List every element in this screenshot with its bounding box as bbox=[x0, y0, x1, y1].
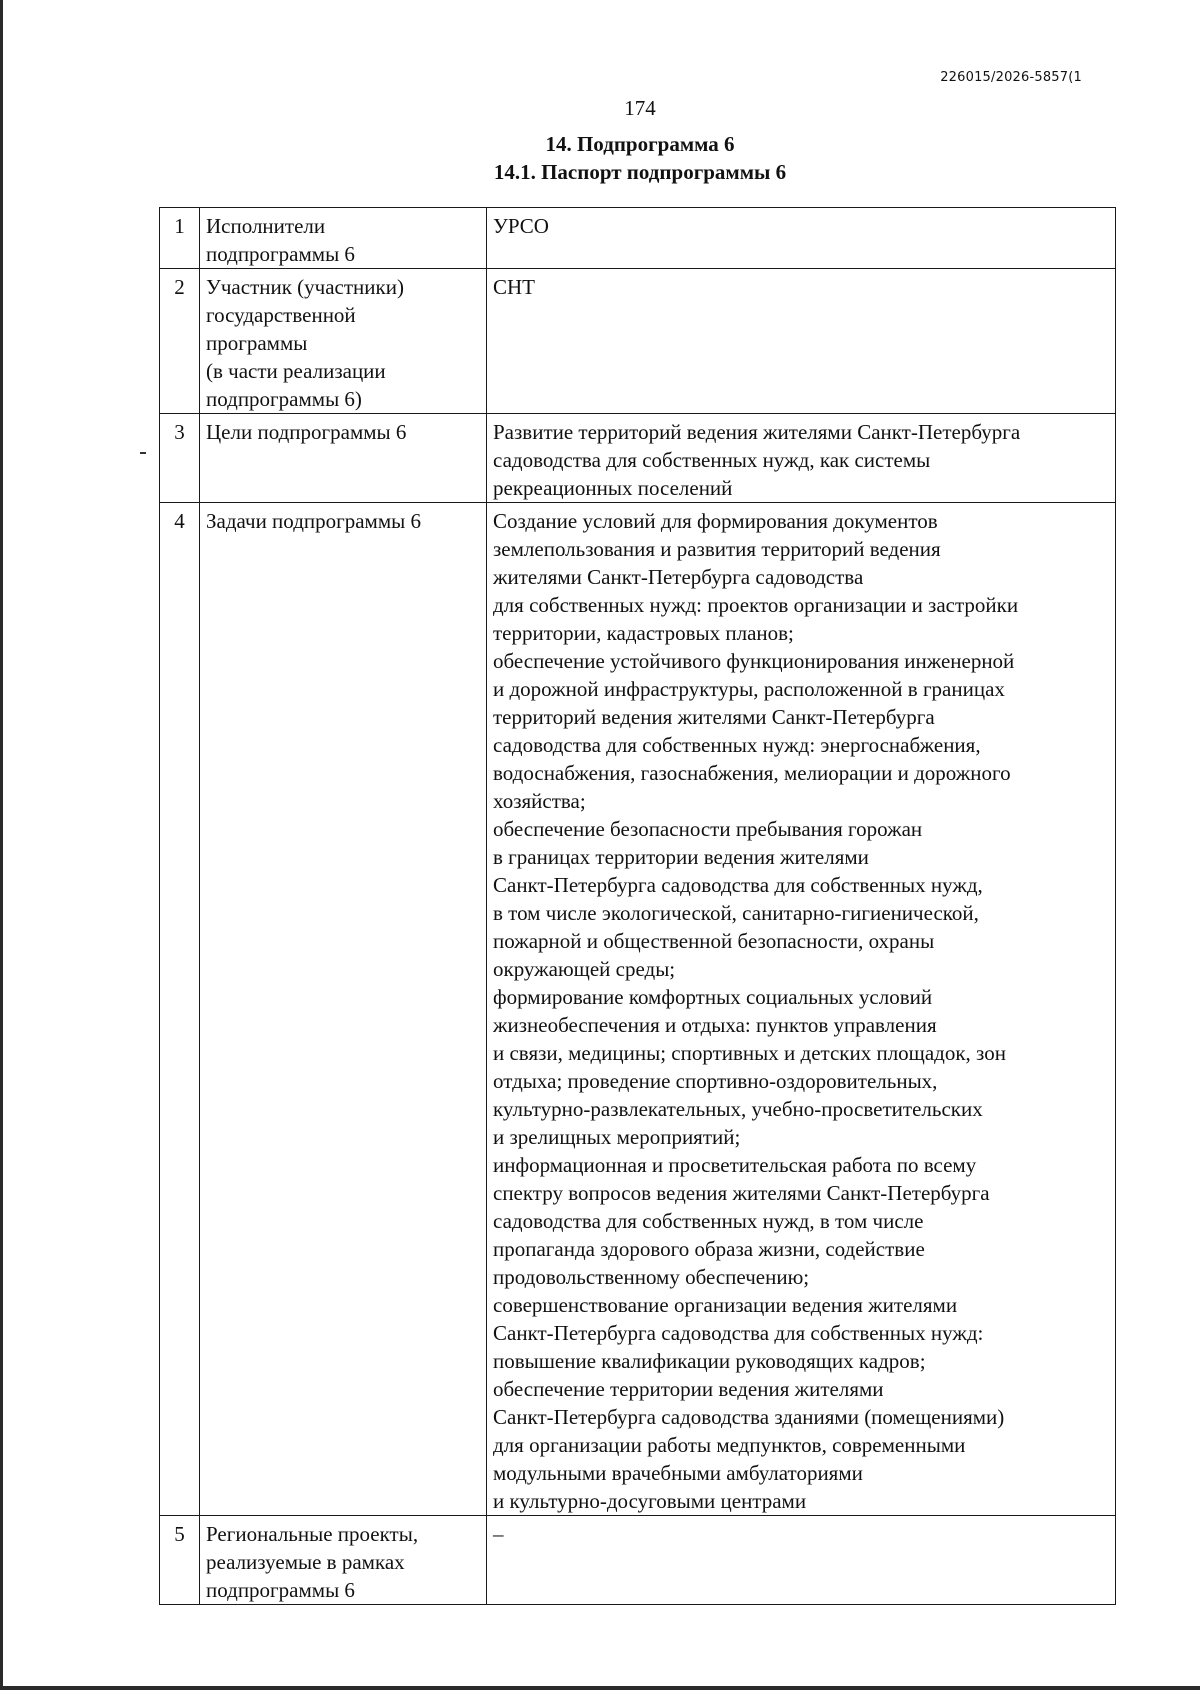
document-id: 226015/2026-5857(1 bbox=[940, 70, 1082, 85]
table-row bbox=[160, 414, 1116, 503]
table-row bbox=[160, 503, 1116, 1516]
row-label: Участник (участники) государственной программы (в части реализации подпрограммы 6) bbox=[200, 269, 487, 414]
table-row bbox=[160, 1516, 1116, 1605]
row-number: 4 bbox=[160, 503, 200, 1516]
margin-mark bbox=[140, 452, 146, 454]
section-title bbox=[0, 130, 1200, 186]
page-border-left bbox=[0, 0, 3, 1690]
row-label: Исполнители подпрограммы 6 bbox=[200, 208, 487, 269]
row-number: 5 bbox=[160, 1516, 200, 1605]
subprogram-heading: 14. Подпрограмма 6 bbox=[545, 132, 735, 156]
table-row bbox=[160, 208, 1116, 269]
row-number: 2 bbox=[160, 269, 200, 414]
row-value: Создание условий для формирования документов землепользования и развития территорий ведения жителями Санкт-Петербурга садоводства для собственных нужд: проектов организации и застройки территории, кадастровых планов; обеспечение устойчивого функционирования инженерной и дорожной инфраструктуры, расположенной в границах территорий ведения жителями Санкт-Петербурга садоводства для собственных нужд: энергоснабжения, водоснабжения, газоснабжения, мелиорации и дорожного хозяйства; обеспечение безопасности пребывания горожан в границах территории ведения жителями Санкт-Петербурга садоводства для собственных нужд, в том числе экологической, санитарно-гигиенической, пожарной и общественной безопасности, охраны окружающей среды; формирование комфортных социальных условий жизнеобеспечения и отдыха: пунктов управления и связи, медицины; спортивных и детских площадок, зон отдыха; проведение спортивно-оздоровительных, культурно-развлекательных, учебно-просветительских и зрелищных мероприятий; информационная и просветительская работа по всему спектру вопросов ведения жителями Санкт-Петербурга садоводства для собственных нужд, в том числе пропаганда здорового образа жизни, содействие продовольственному обеспечению; совершенствование организации ведения жителями Санкт-Петербурга садоводства для собственных нужд: повышение квалификации руководящих кадров; обеспечение территории ведения жителями Санкт-Петербурга садоводства зданиями (помещениями) для организации работы медпунктов, современными модульными врачебными амбулаториями и культурно-досуговыми центрами bbox=[487, 503, 1116, 1516]
passport-heading: 14.1. Паспорт подпрограммы 6 bbox=[493, 160, 787, 184]
table-row bbox=[160, 269, 1116, 414]
row-value: Развитие территорий ведения жителями Санкт-Петербурга садоводства для собственных нужд, как системы рекреационных поселений bbox=[487, 414, 1116, 503]
page-number: 174 bbox=[624, 96, 656, 120]
row-number: 1 bbox=[160, 208, 200, 269]
row-label: Цели подпрограммы 6 bbox=[200, 414, 487, 503]
row-value: СНТ bbox=[487, 269, 1116, 414]
row-number: 3 bbox=[160, 414, 200, 503]
row-label: Региональные проекты, реализуемые в рамках подпрограммы 6 bbox=[200, 1516, 487, 1605]
row-value: – bbox=[487, 1516, 1116, 1605]
page-border-bottom bbox=[0, 1686, 1200, 1690]
row-value: УРСО bbox=[487, 208, 1116, 269]
passport-table bbox=[159, 207, 1116, 1605]
row-label: Задачи подпрограммы 6 bbox=[200, 503, 487, 1516]
